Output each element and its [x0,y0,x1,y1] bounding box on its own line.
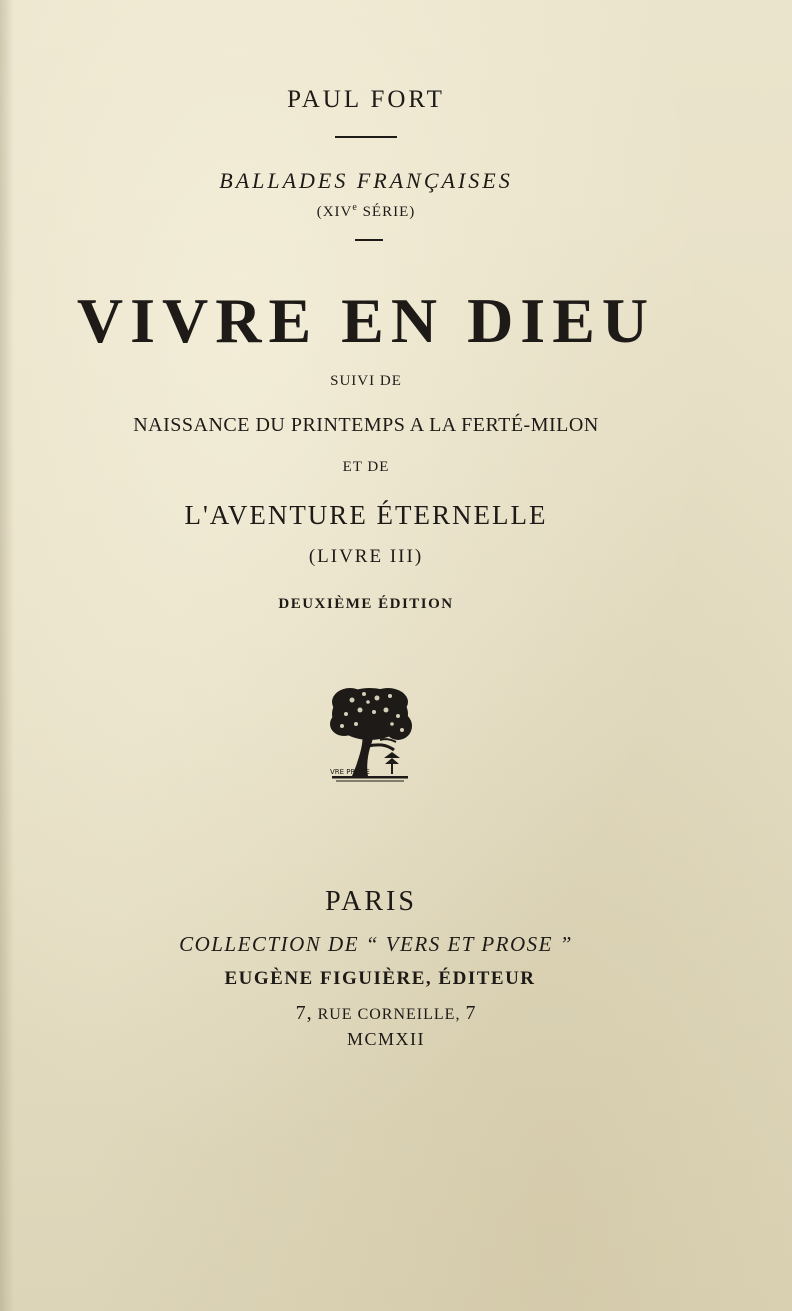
address-street: RUE CORNEILLE, [317,1006,461,1023]
imprint-address [0,1002,782,1025]
imprint-city: PARIS [325,886,417,917]
subtitle-aventure: L'AVENTURE ÉTERNELLE [184,500,548,530]
subtitle-et-de: ET DE [342,459,390,475]
edition-label: DEUXIÈME ÉDITION [278,596,454,612]
series-number [0,202,762,221]
series-number-prefix: (XIV [316,204,353,220]
imprint-collection: COLLECTION DE “ VERS ET PROSE ” [179,932,573,956]
subtitle-livre: (LIVRE III) [308,546,424,567]
subtitle-naissance: NAISSANCE DU PRINTEMPS A LA FERTÉ-MILON [133,414,599,436]
series-number-suffix: SÉRIE) [357,204,416,220]
tree-emblem-icon [322,680,418,788]
divider-rule [335,136,397,138]
subtitle-suivi-de: SUIVI DE [330,373,402,389]
imprint-publisher: EUGÈNE FIGUIÈRE, ÉDITEUR [224,968,536,989]
imprint-year: MCMXII [346,1029,425,1049]
author-name: PAUL FORT [287,86,445,113]
address-number-start: 7, [295,1002,313,1024]
book-title: VIVRE EN DIEU [76,285,656,356]
divider-rule-short [355,239,383,241]
series-number-superscript: e [352,202,358,213]
address-number-end: 7 [465,1002,477,1024]
series-title: BALLADES FRANÇAISES [219,168,513,193]
emblem-label: VRE PROSE [330,768,370,776]
